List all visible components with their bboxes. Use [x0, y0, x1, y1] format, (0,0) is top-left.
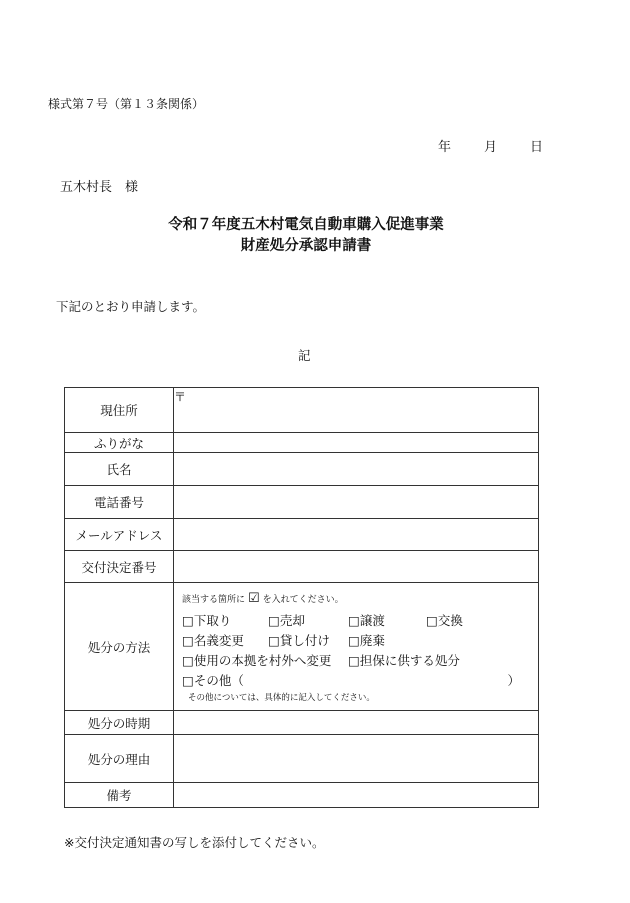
timing-label: 処分の時期 — [65, 711, 174, 735]
options-row-3 — [182, 651, 538, 671]
method-field — [174, 583, 539, 711]
checkbox-icon[interactable]: □ — [182, 613, 194, 628]
remarks-field[interactable] — [174, 783, 539, 808]
options-row-4 — [182, 671, 538, 691]
checked-box-icon: ☑ — [248, 591, 260, 606]
address-field[interactable] — [174, 388, 539, 433]
checkbox-icon[interactable]: □ — [268, 633, 280, 648]
grant-number-field[interactable] — [174, 551, 539, 583]
email-row — [65, 519, 539, 551]
furigana-label: ふりがな — [65, 433, 174, 453]
method-instruction — [182, 592, 538, 605]
date-day-label: 日 — [530, 140, 544, 155]
address-row — [65, 388, 539, 433]
email-label: メールアドレス — [65, 519, 174, 551]
option-name-change[interactable]: □名義変更 — [182, 631, 268, 651]
option-relocation[interactable]: □使用の本拠を村外へ変更 — [182, 651, 348, 671]
phone-field[interactable] — [174, 486, 539, 519]
timing-row — [65, 711, 539, 735]
postal-mark: 〒 — [174, 390, 187, 404]
intro-text: 下記のとおり申請します。 — [56, 299, 206, 314]
furigana-row — [65, 433, 539, 453]
date-year-label: 年 — [438, 140, 452, 155]
method-label: 処分の方法 — [65, 583, 174, 711]
addressee: 五木村長 様 — [60, 180, 139, 195]
instruction-after: を入れてください。 — [262, 595, 344, 605]
reason-row — [65, 735, 539, 783]
options-row-2 — [182, 631, 538, 651]
checkbox-icon[interactable]: □ — [182, 653, 194, 668]
name-field[interactable] — [174, 453, 539, 486]
date-month-label: 月 — [484, 140, 498, 155]
checkbox-icon[interactable]: □ — [348, 653, 360, 668]
option-transfer[interactable]: □譲渡 — [348, 611, 426, 631]
checkbox-icon[interactable]: □ — [426, 613, 438, 628]
method-row — [65, 583, 539, 711]
option-lending[interactable]: □貸し付け — [268, 631, 348, 651]
option-other[interactable]: □その他（ — [182, 671, 244, 691]
option-collateral[interactable]: □担保に供する処分 — [348, 651, 460, 671]
document-title-line2: 財産処分承認申請書 — [240, 238, 372, 254]
ki-heading: 記 — [298, 348, 311, 363]
remarks-label: 備考 — [65, 783, 174, 808]
furigana-field[interactable] — [174, 433, 539, 453]
reason-label: 処分の理由 — [65, 735, 174, 783]
options-row-1 — [182, 611, 538, 631]
reason-field[interactable] — [174, 735, 539, 783]
phone-label: 電話番号 — [65, 486, 174, 519]
checkbox-icon[interactable]: □ — [182, 633, 194, 648]
option-trade-in[interactable]: □下取り — [182, 611, 268, 631]
option-exchange[interactable]: □交換 — [426, 611, 463, 631]
name-row — [65, 453, 539, 486]
application-form-table — [64, 387, 539, 808]
other-note: その他については、具体的に記入してください。 — [188, 693, 375, 703]
phone-row — [65, 486, 539, 519]
instruction-before: 該当する箇所に — [182, 595, 246, 605]
form-number: 様式第７号（第１３条関係） — [48, 97, 205, 111]
checkbox-icon[interactable]: □ — [268, 613, 280, 628]
name-label: 氏名 — [65, 453, 174, 486]
grant-number-row — [65, 551, 539, 583]
address-label: 現住所 — [65, 388, 174, 433]
remarks-row — [65, 783, 539, 808]
email-field[interactable] — [174, 519, 539, 551]
option-sale[interactable]: □売却 — [268, 611, 348, 631]
checkbox-icon[interactable]: □ — [348, 633, 360, 648]
checkbox-icon[interactable]: □ — [348, 613, 360, 628]
grant-number-label: 交付決定番号 — [65, 551, 174, 583]
other-close-paren: ） — [507, 673, 520, 688]
checkbox-icon[interactable]: □ — [182, 673, 194, 688]
document-title-line1: 令和７年度五木村電気自動車購入促進事業 — [168, 217, 444, 233]
option-disposal[interactable]: □廃棄 — [348, 631, 385, 651]
timing-field[interactable] — [174, 711, 539, 735]
footer-note: ※交付決定通知書の写しを添付してください。 — [64, 835, 325, 850]
